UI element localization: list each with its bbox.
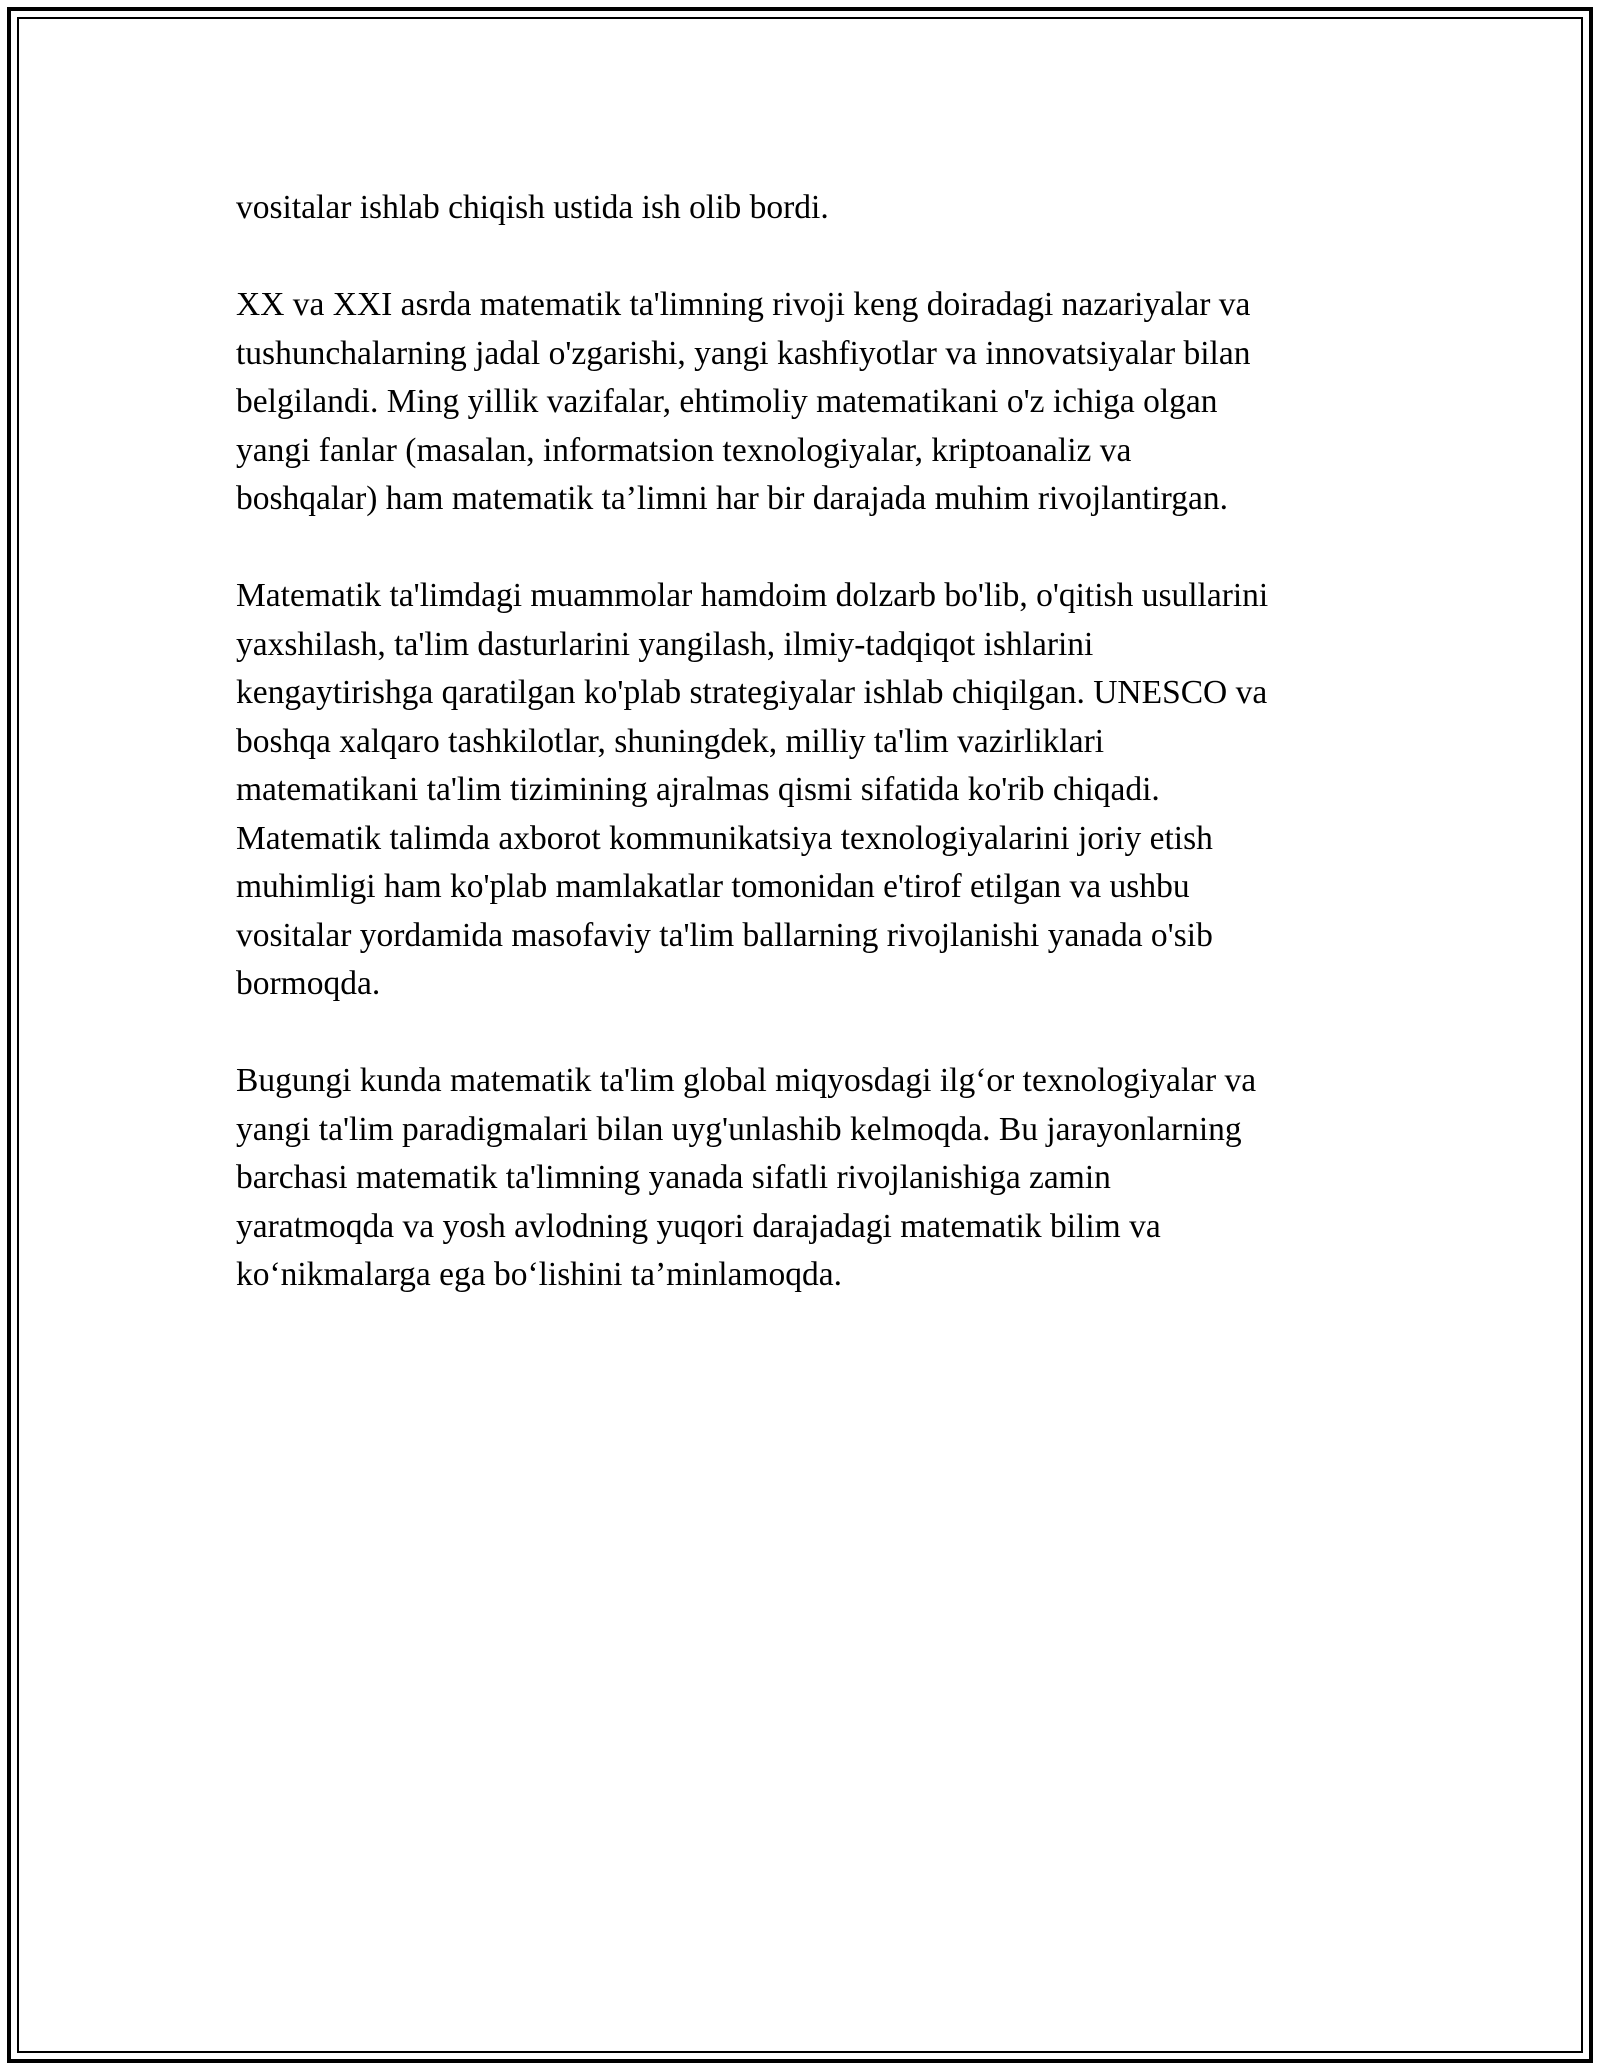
paragraph-2: XX va XXI asrda matematik ta'limning rivoji keng doiradagi nazariyalar va tushunchalarning jadal o'zgarishi, yangi kashfiyotlar va innovatsiyalar bilan belgilandi. Ming yillik vazifalar, ehtimoliy matematikani o'z ichiga olgan yangi fanlar (masalan, informatsion texnologiyalar, kriptoanaliz va boshqalar) ham matematik ta’limni har bir darajada muhim rivojlantirgan. <box>236 286 1251 517</box>
paragraph-3: Matematik ta'limdagi muammolar hamdoim dolzarb bo'lib, o'qitish usullarini yaxshilash, ta'lim dasturlarini yangilash, ilmiy-tadqiqot ishlarini kengaytirishga qaratilgan ko'plab strategiyalar ishlab chiqilgan. UNESCO va boshqa xalqaro tashkilotlar, shuningdek, milliy ta'lim vazirliklari matematikani ta'lim tizimining ajralmas qismi sifatida ko'rib chiqadi. Matematik talimda axborot kommunikatsiya texnologiyalarini joriy etish muhimligi ham ko'plab mamlakatlar tomonidan e'tirof etilgan va ushbu vositalar yordamida masofaviy ta'lim ballarning rivojlanishi yanada o'sib bormoqda. <box>236 577 1269 1002</box>
paragraph-4: Bugungi kunda matematik ta'lim global miqyosdagi ilg‘or texnologiyalar va yangi ta'lim paradigmalari bilan uyg'unlashib kelmoqda. Bu jarayonlarning barchasi matematik ta'limning yanada sifatli rivojlanishiga zamin yaratmoqda va yosh avlodning yuqori darajadagi matematik bilim va ko‘nikmalarga ega bo‘lishini ta’minlamoqda. <box>236 1062 1257 1293</box>
paragraph-1: vositalar ishlab chiqish ustida ish olib bordi. <box>236 189 829 226</box>
document-body <box>236 184 1376 1348</box>
